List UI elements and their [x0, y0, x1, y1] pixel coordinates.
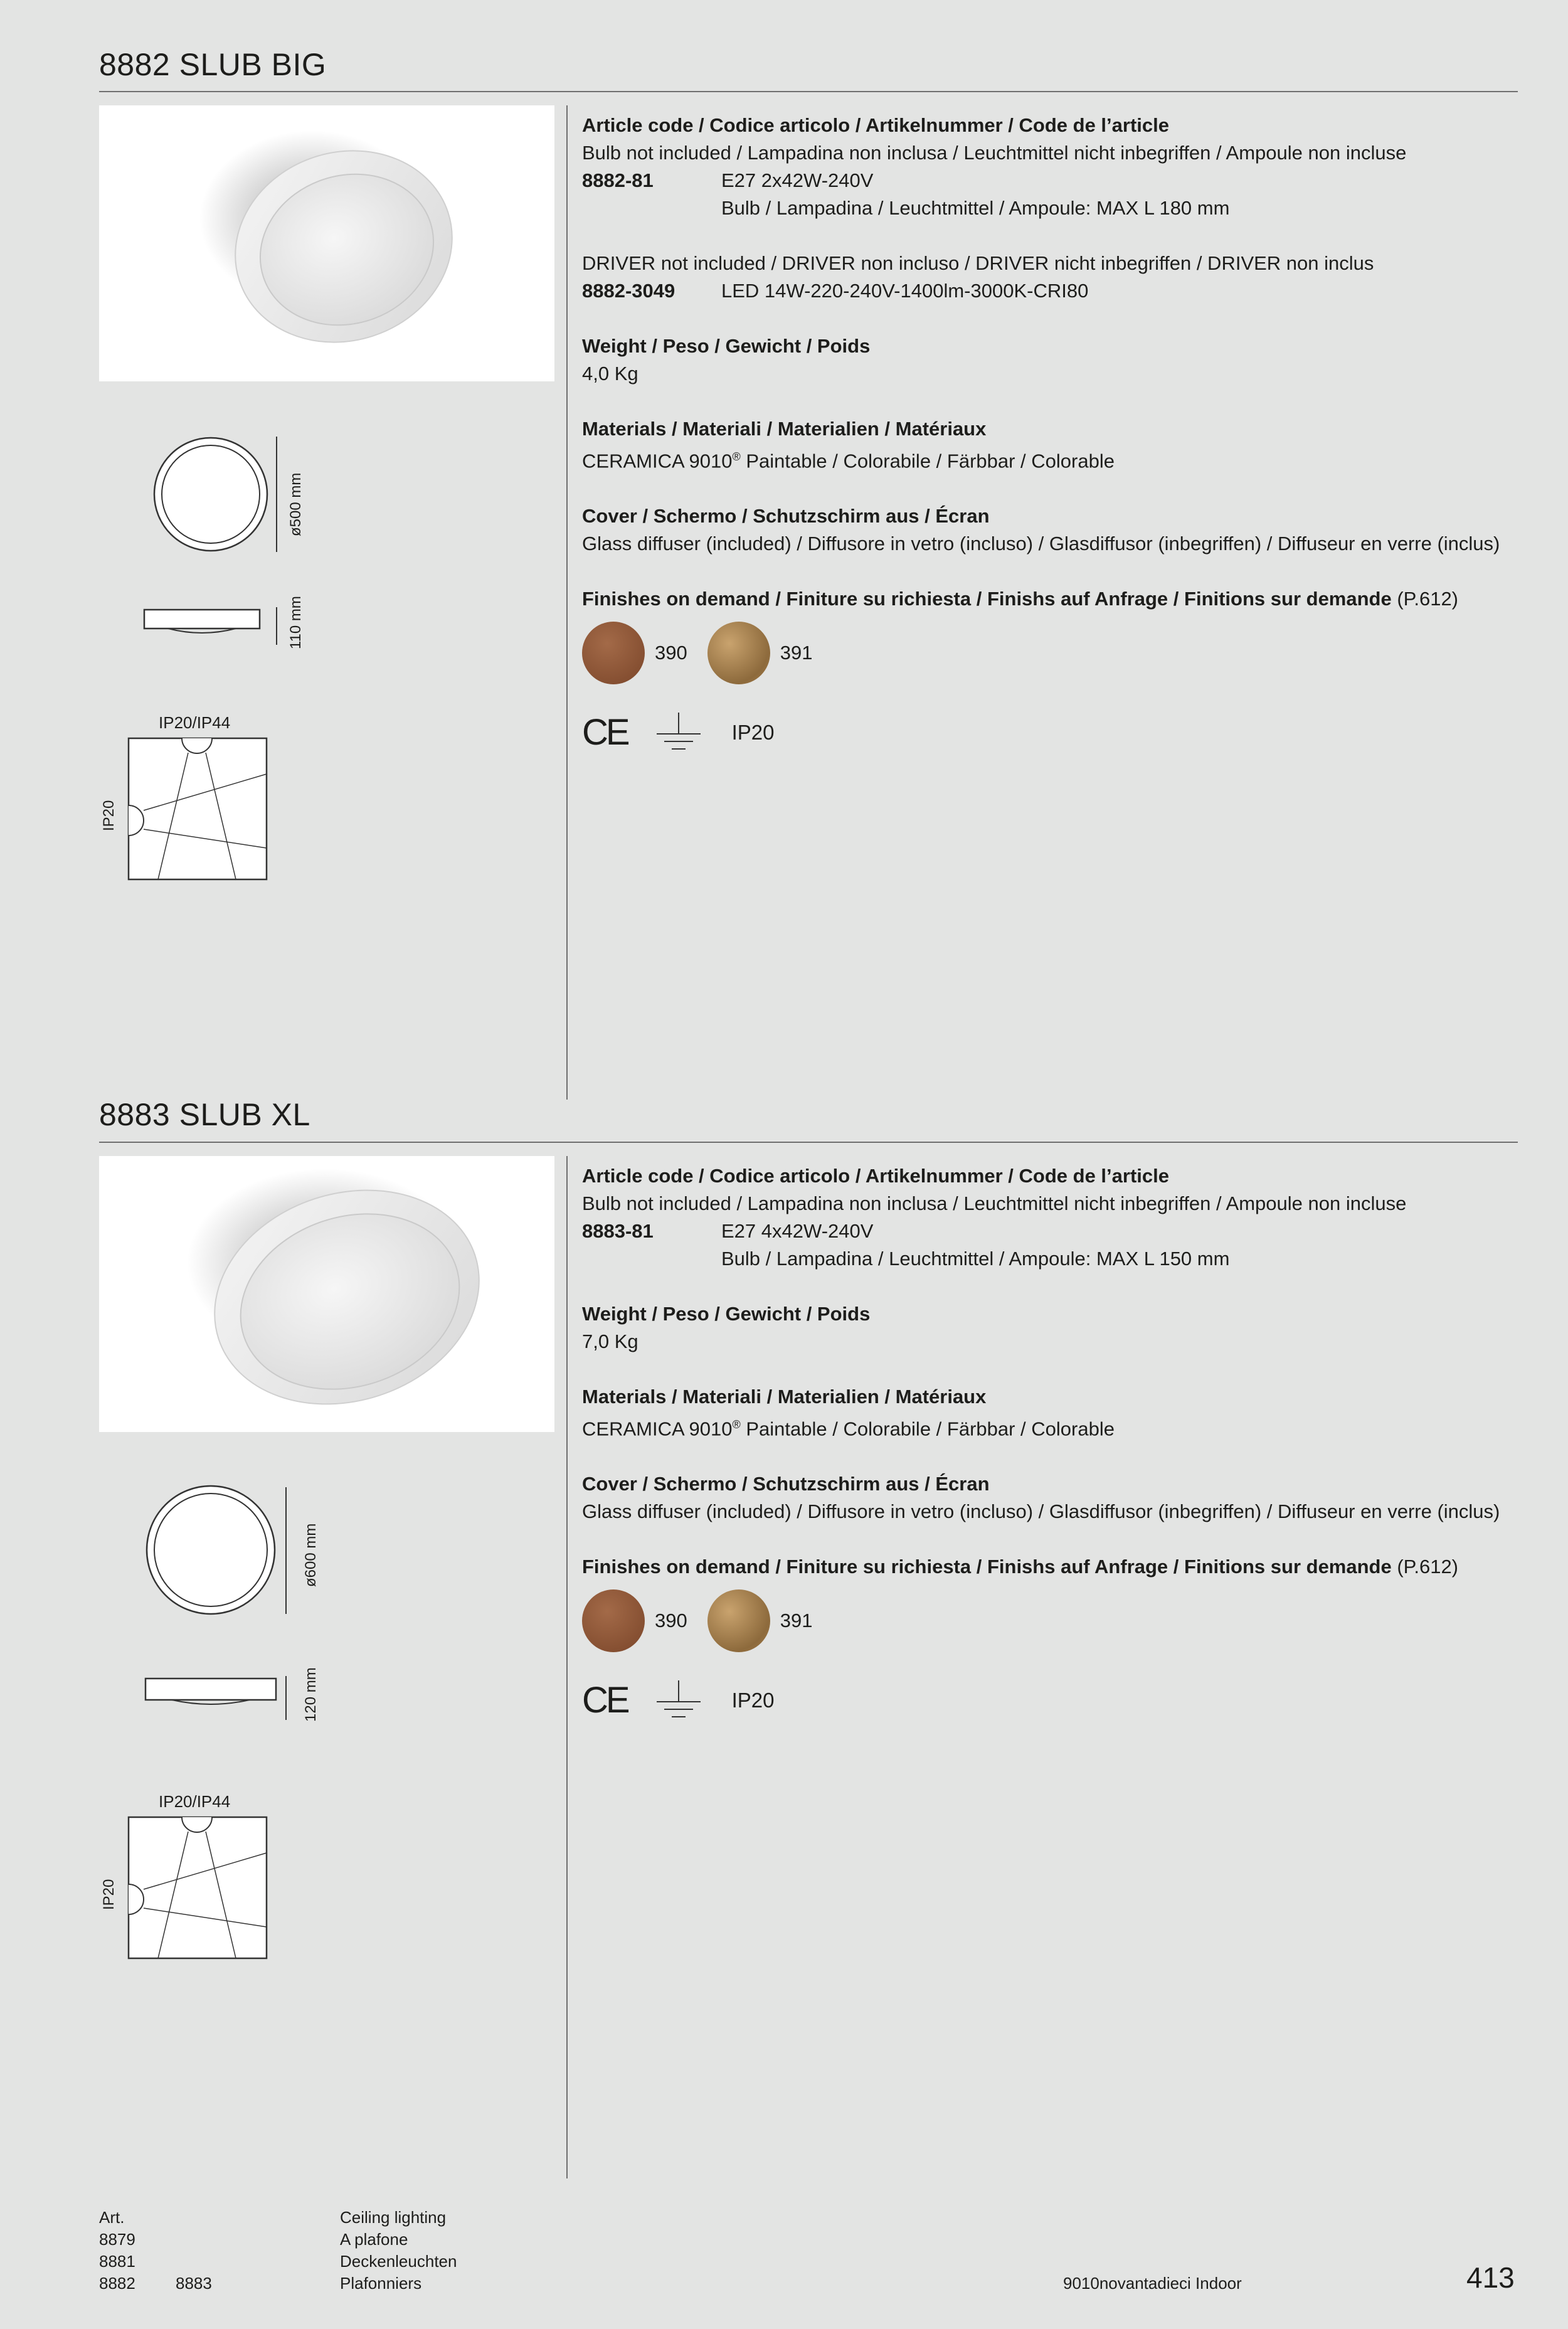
driver-note: DRIVER not included / DRIVER non incluso / DRIVER nicht inbegriffen / DRIVER non inclus	[582, 252, 1374, 274]
spec-block	[582, 1162, 1510, 1722]
height-label: 120 mm	[302, 1667, 319, 1722]
ip-diagram	[125, 735, 270, 886]
cover-value: Glass diffuser (included) / Diffusore in vetro (incluso) / Glasdiffusor (inbegriffen) / Diffuseur en verre (inclus)	[582, 533, 1500, 555]
finish-code: 391	[780, 1610, 813, 1632]
footer-category: Plafonniers	[340, 2274, 422, 2293]
registered-mark: ®	[732, 1418, 741, 1431]
product-photo	[99, 1156, 554, 1432]
ce-mark: CE	[582, 712, 628, 753]
finish-swatches	[582, 1589, 1510, 1652]
title-divider	[99, 1142, 1518, 1143]
product-title: 8882 SLUB BIG	[99, 47, 327, 82]
footer-art-number: 8879	[99, 2230, 135, 2249]
ip-diagram	[125, 1814, 270, 1965]
article-spec: E27 4x42W-240V	[721, 1220, 874, 1242]
cover-heading: Cover / Schermo / Schutzschirm aus / Écran	[582, 505, 990, 528]
finish-swatch-391	[707, 1589, 770, 1652]
materials-brand: CERAMICA 9010	[582, 450, 733, 472]
cover-value: Glass diffuser (included) / Diffusore in vetro (incluso) / Glasdiffusor (inbegriffen) / Diffuseur en verre (inclus)	[582, 1500, 1500, 1523]
article-code: 8882-81	[582, 169, 654, 191]
article-heading: Article code / Codice articolo / Artikelnummer / Code de l’article	[582, 114, 1169, 136]
top-view-drawing	[143, 434, 281, 563]
bulb-note: Bulb not included / Lampadina non inclusa / Leuchtmittel nicht inbegriffen / Ampoule non incluse	[582, 142, 1407, 164]
finish-code: 390	[655, 642, 687, 664]
registered-mark: ®	[732, 450, 741, 463]
cover-heading: Cover / Schermo / Schutzschirm aus / Écran	[582, 1473, 990, 1495]
spec-block	[582, 112, 1510, 755]
ip-diagram-top-label: IP20/IP44	[159, 713, 231, 732]
top-view-drawing	[143, 1483, 294, 1621]
footer-category: A plafone	[340, 2230, 408, 2249]
weight-value: 7,0 Kg	[582, 1330, 638, 1352]
finishes-line	[582, 1553, 1510, 1581]
title-divider	[99, 91, 1518, 92]
finishes-line	[582, 585, 1510, 613]
footer-art-label: Art.	[99, 2208, 125, 2227]
diameter-label: ø600 mm	[302, 1523, 319, 1587]
ip-diagram-top-label: IP20/IP44	[159, 1792, 231, 1811]
finish-swatches	[582, 622, 1510, 684]
finish-swatch-390	[582, 1589, 645, 1652]
certifications	[582, 711, 1510, 755]
product-title: 8883 SLUB XL	[99, 1097, 310, 1132]
article-row	[582, 1218, 1510, 1245]
height-label: 110 mm	[287, 596, 304, 649]
footer-category: Ceiling lighting	[340, 2208, 447, 2227]
earth-ground-icon	[657, 713, 701, 753]
materials-rest: Paintable / Colorabile / Färbbar / Colorable	[740, 1418, 1115, 1440]
finishes-ref: (P.612)	[1391, 1556, 1459, 1578]
finishes-heading: Finishes on demand / Finiture su richiesta / Finishs auf Anfrage / Finitions sur demande	[582, 1556, 1392, 1578]
finishes-heading: Finishes on demand / Finiture su richiesta / Finishs auf Anfrage / Finitions sur demande	[582, 588, 1392, 610]
side-view-drawing	[143, 1676, 294, 1723]
driver-code: 8882-3049	[582, 280, 675, 302]
finishes-ref: (P.612)	[1391, 588, 1459, 610]
article-spec: E27 2x42W-240V	[721, 169, 874, 191]
diameter-label: ø500 mm	[287, 472, 304, 536]
earth-ground-icon	[657, 1680, 701, 1721]
certifications	[582, 1679, 1510, 1722]
footer-brand: 9010novantadieci Indoor	[1063, 2274, 1242, 2293]
page-number: 413	[1466, 2261, 1515, 2294]
weight-heading: Weight / Peso / Gewicht / Poids	[582, 1303, 871, 1325]
column-divider	[566, 105, 568, 1100]
driver-spec: LED 14W-220-240V-1400lm-3000K-CRI80	[721, 280, 1089, 302]
footer-art-number: 8883	[176, 2274, 212, 2293]
finish-code: 391	[780, 642, 813, 664]
ip-rating: IP20	[731, 1689, 775, 1712]
footer-art-number: 8882	[99, 2274, 135, 2293]
ip-rating: IP20	[731, 721, 775, 745]
bulb-spec: Bulb / Lampadina / Leuchtmittel / Ampoule: MAX L 150 mm	[721, 1248, 1230, 1270]
finish-code: 390	[655, 1610, 687, 1632]
ip-diagram-side-label: IP20	[100, 800, 117, 831]
article-code: 8883-81	[582, 1220, 654, 1242]
footer-category: Deckenleuchten	[340, 2252, 457, 2271]
materials-value	[582, 1411, 1510, 1443]
materials-heading: Materials / Materiali / Materialien / Matériaux	[582, 418, 987, 440]
weight-value: 4,0 Kg	[582, 363, 638, 385]
materials-value	[582, 443, 1510, 475]
finish-swatch-391	[707, 622, 770, 684]
driver-row	[582, 277, 1510, 305]
article-row	[582, 167, 1510, 194]
finish-swatch-390	[582, 622, 645, 684]
bulb-spec: Bulb / Lampadina / Leuchtmittel / Ampoule: MAX L 180 mm	[721, 197, 1230, 219]
footer-art-number: 8881	[99, 2252, 135, 2271]
ce-mark: CE	[582, 1680, 628, 1721]
materials-brand: CERAMICA 9010	[582, 1418, 733, 1440]
materials-rest: Paintable / Colorabile / Färbbar / Colorable	[740, 450, 1115, 472]
article-heading: Article code / Codice articolo / Artikelnummer / Code de l’article	[582, 1165, 1169, 1187]
ip-diagram-side-label: IP20	[100, 1879, 117, 1910]
product-photo	[99, 105, 554, 381]
weight-heading: Weight / Peso / Gewicht / Poids	[582, 335, 871, 357]
bulb-note: Bulb not included / Lampadina non inclusa / Leuchtmittel nicht inbegriffen / Ampoule non incluse	[582, 1192, 1407, 1214]
column-divider	[566, 1156, 568, 2178]
materials-heading: Materials / Materiali / Materialien / Matériaux	[582, 1386, 987, 1408]
side-view-drawing	[143, 607, 281, 648]
